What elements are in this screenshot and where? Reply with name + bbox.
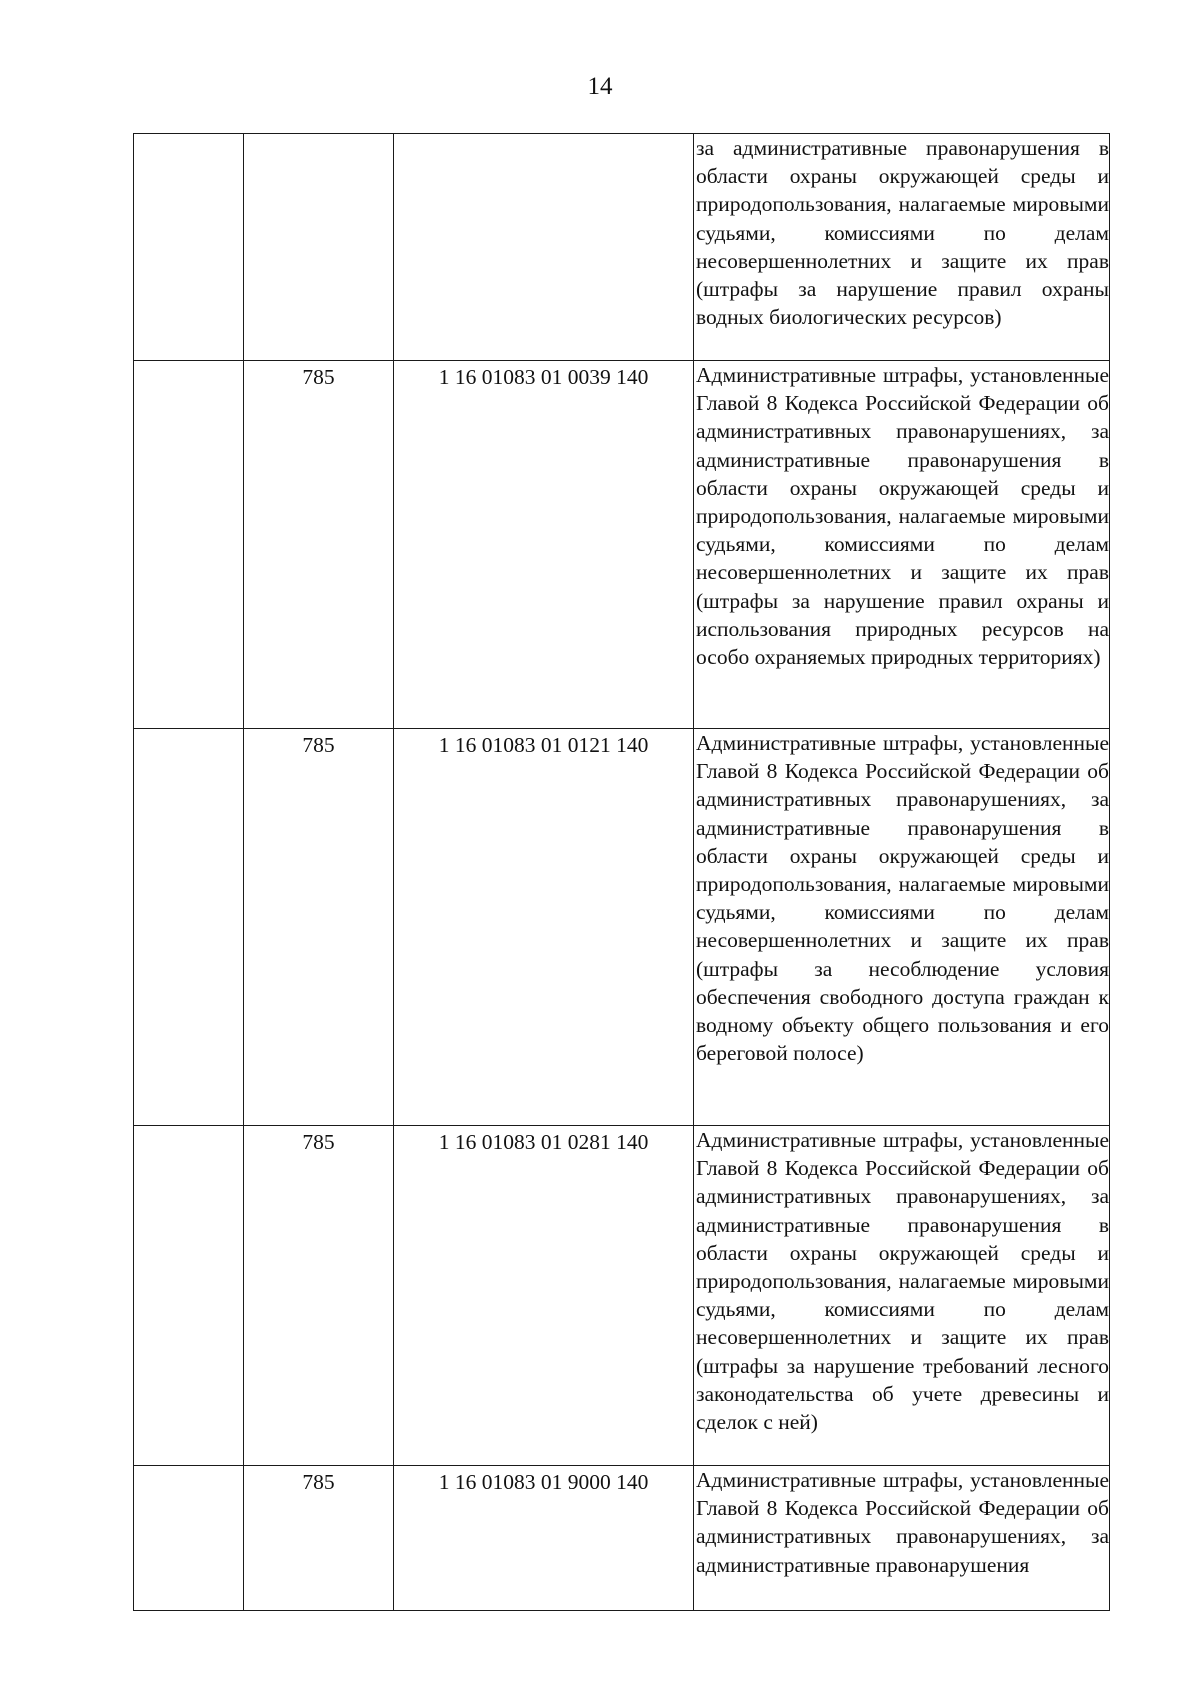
admin-code-cell: 785 bbox=[244, 361, 394, 729]
admin-code-cell: 785 bbox=[244, 729, 394, 1126]
admin-code-cell bbox=[244, 134, 394, 361]
table-row bbox=[134, 134, 1110, 361]
description-cell: Административные штрафы, установленные Главой 8 Кодекса Российской Федерации об административных правонарушениях, за административные правонарушения в области охраны окружающей среды и природопользования, налагаемые мировыми судьями, комиссиями по делам несовершеннолетних и защите их прав (штрафы за несоблюдение условия обеспечения свободного доступа граждан к водному объекту общего пользования и его береговой полосе) bbox=[694, 729, 1110, 1126]
index-cell bbox=[134, 361, 244, 729]
kbk-code-cell: 1 16 01083 01 0121 140 bbox=[394, 729, 694, 1126]
admin-code-cell: 785 bbox=[244, 1466, 394, 1611]
kbk-code-cell bbox=[394, 134, 694, 361]
page-number: 14 bbox=[587, 73, 613, 100]
budget-code-table bbox=[133, 133, 1110, 1611]
kbk-code-cell: 1 16 01083 01 9000 140 bbox=[394, 1466, 694, 1611]
index-cell bbox=[134, 1126, 244, 1466]
table-row bbox=[134, 729, 1110, 1126]
table-row bbox=[134, 1466, 1110, 1611]
description-cell: за административные правонарушения в области охраны окружающей среды и природопользования, налагаемые мировыми судьями, комиссиями по делам несовершеннолетних и защите их прав (штрафы за нарушение правил охраны водных биологических ресурсов) bbox=[694, 134, 1110, 361]
admin-code-cell: 785 bbox=[244, 1126, 394, 1466]
kbk-code-cell: 1 16 01083 01 0281 140 bbox=[394, 1126, 694, 1466]
description-cell: Административные штрафы, установленные Главой 8 Кодекса Российской Федерации об административных правонарушениях, за административные правонарушения bbox=[694, 1466, 1110, 1611]
index-cell bbox=[134, 729, 244, 1126]
table-row bbox=[134, 1126, 1110, 1466]
index-cell bbox=[134, 1466, 244, 1611]
index-cell bbox=[134, 134, 244, 361]
kbk-code-cell: 1 16 01083 01 0039 140 bbox=[394, 361, 694, 729]
description-cell: Административные штрафы, установленные Главой 8 Кодекса Российской Федерации об административных правонарушениях, за административные правонарушения в области охраны окружающей среды и природопользования, налагаемые мировыми судьями, комиссиями по делам несовершеннолетних и защите их прав (штрафы за нарушение требований лесного законодательства об учете древесины и сделок с ней) bbox=[694, 1126, 1110, 1466]
description-cell: Административные штрафы, установленные Главой 8 Кодекса Российской Федерации об административных правонарушениях, за административные правонарушения в области охраны окружающей среды и природопользования, налагаемые мировыми судьями, комиссиями по делам несовершеннолетних и защите их прав (штрафы за нарушение правил охраны и использования природных ресурсов на особо охраняемых природных территориях) bbox=[694, 361, 1110, 729]
table-row bbox=[134, 361, 1110, 729]
